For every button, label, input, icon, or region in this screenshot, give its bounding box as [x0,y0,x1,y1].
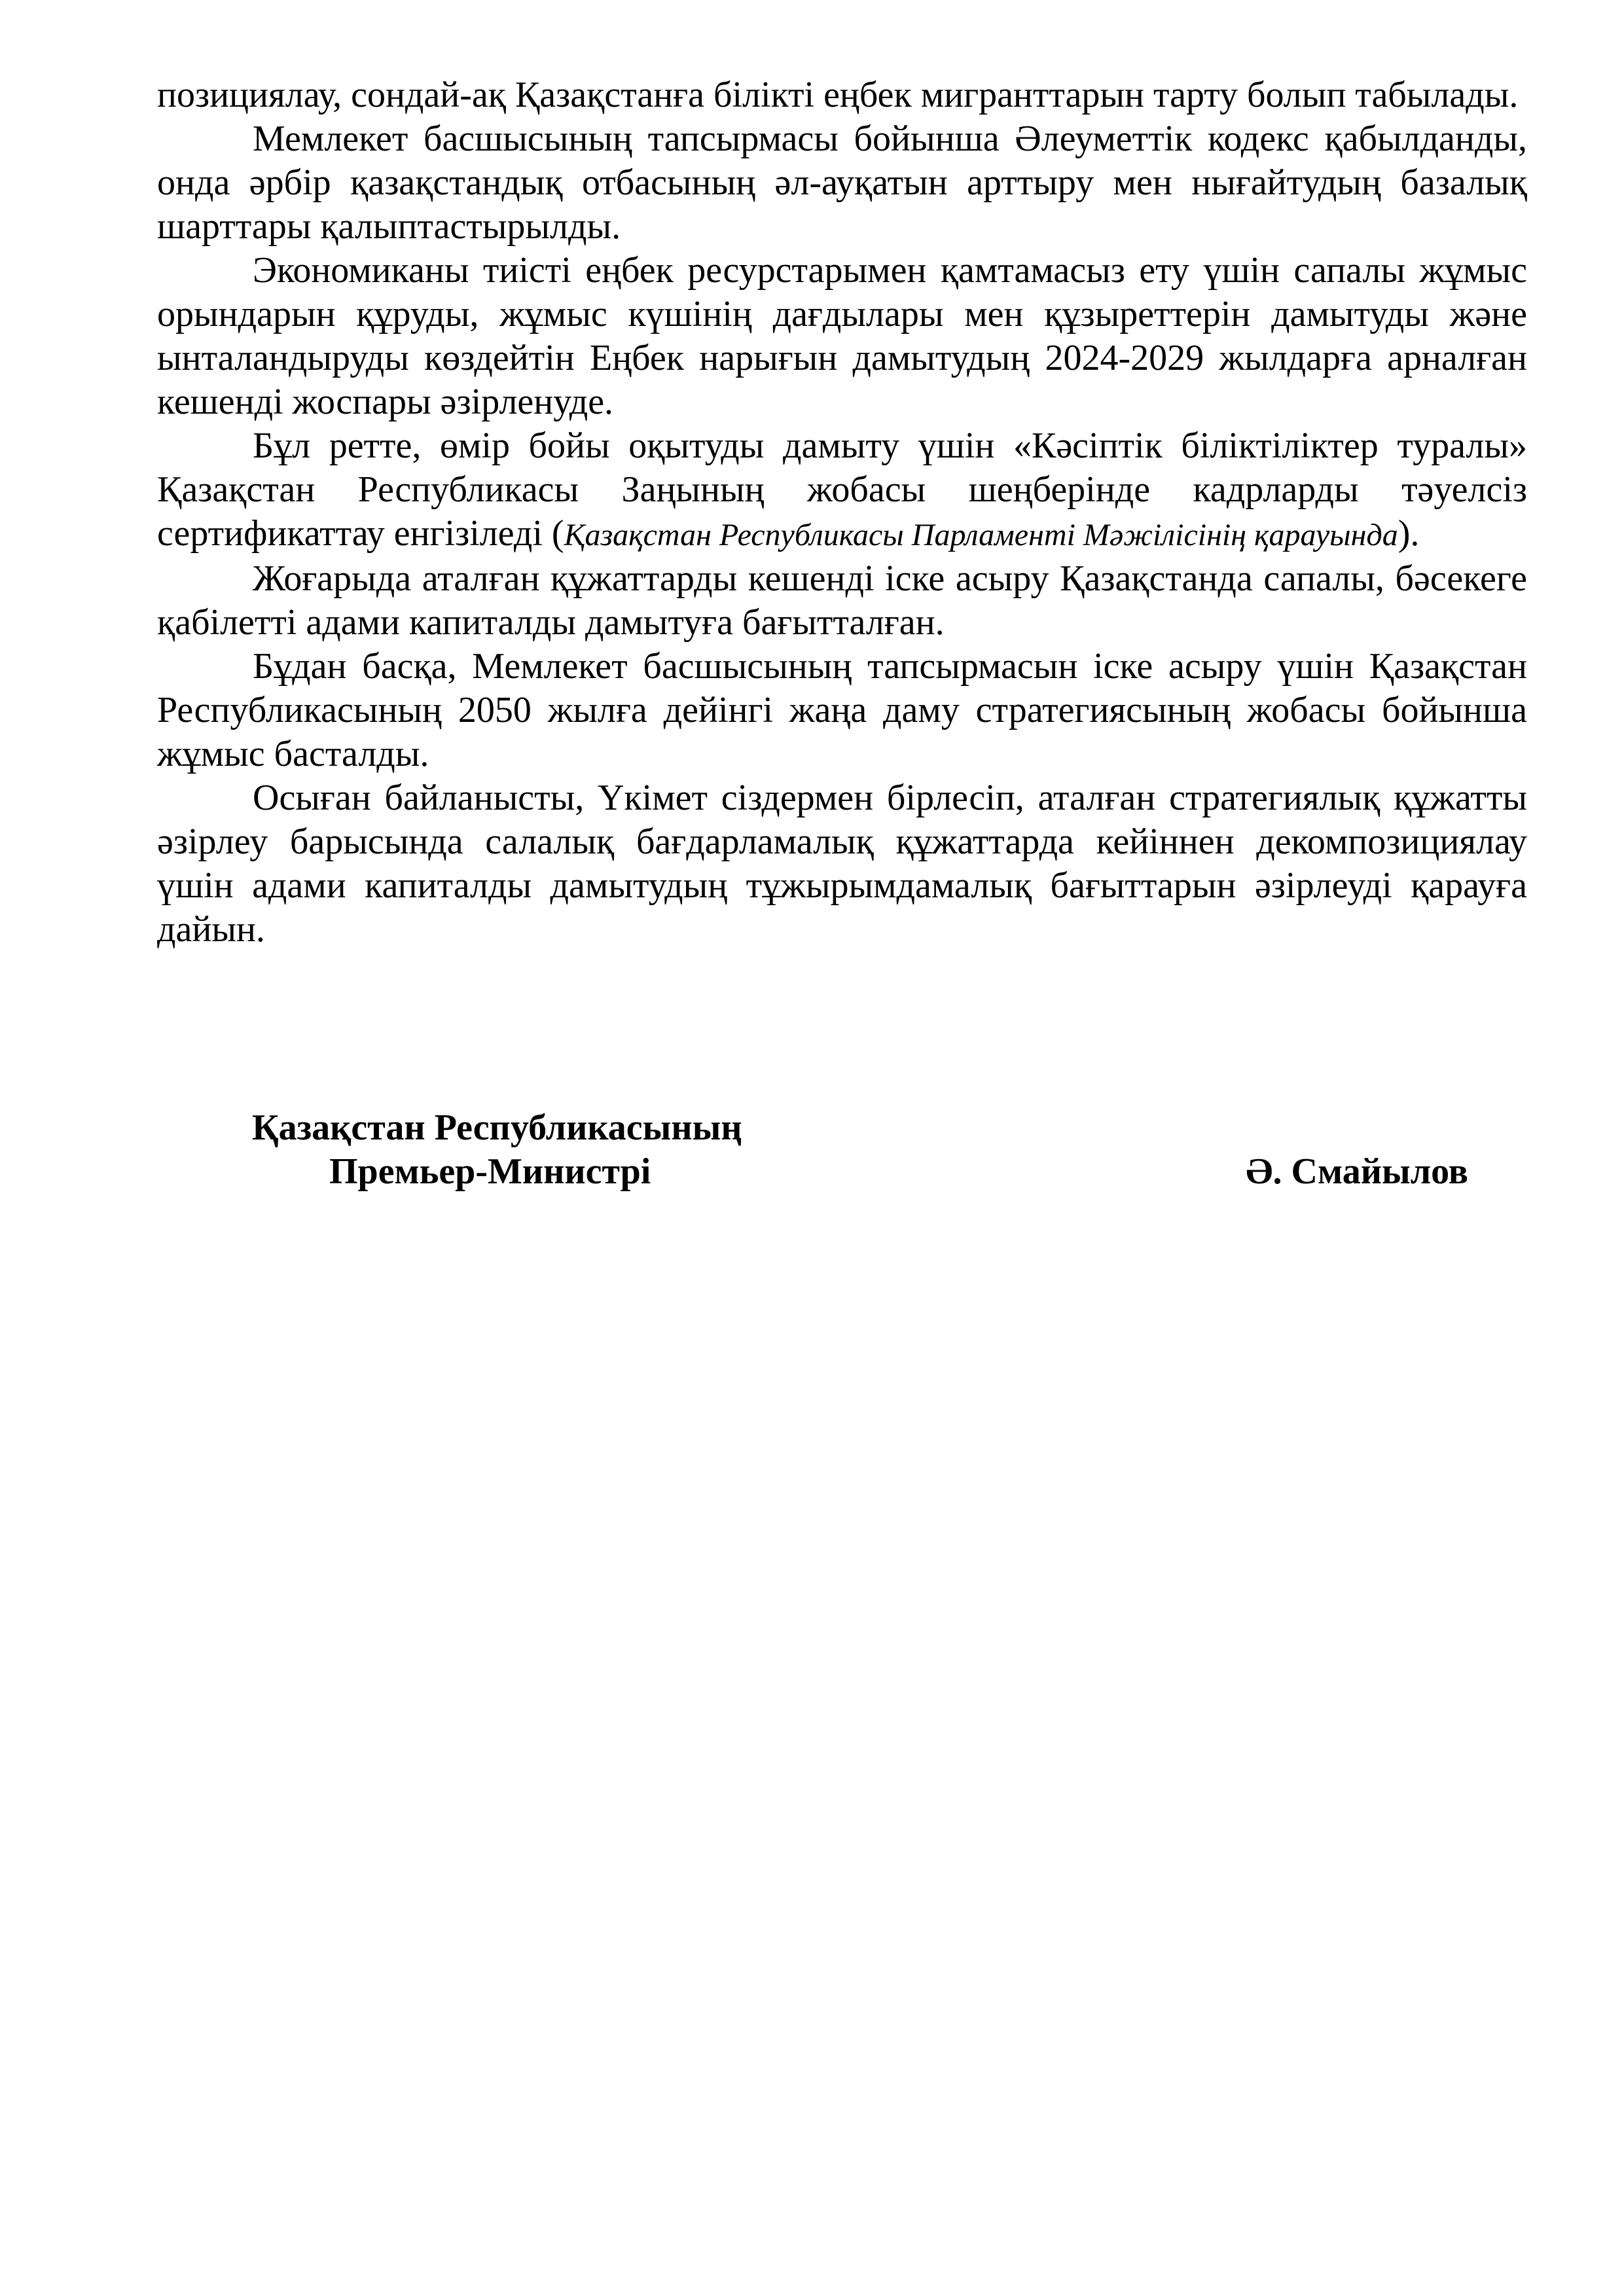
paragraph-6: Бұдан басқа, Мемлекет басшысының тапсырмасын іске асыру үшін Қазақстан Республикасының 2050 жылға дейінгі жаңа даму стратегиясының жобасы бойынша жұмыс басталды. [157,646,1527,774]
signatory-name: Ә. Смайылов [1246,1151,1468,1192]
signatory-title-line2: Премьер-Министрі [329,1151,651,1192]
paragraph-4 [157,424,1527,557]
letter-body [157,73,1527,952]
paragraph-2: Мемлекет басшысының тапсырмасы бойынша Әлеуметтік кодекс қабылданды, онда әрбір қазақстандық отбасының әл-ауқатын арттыру мен нығайтудың базалық шарттары қалыптастырылды. [157,118,1527,247]
paragraph-5: Жоғарыда аталған құжаттарды кешенді іске асыру Қазақстанда сапалы, бәсекеге қабілетті адами капиталды дамытуға бағытталған. [157,558,1527,643]
paragraph-4-text: Бұл ретте, өмір бойы оқытуды дамыту үшін «Кәсіптік біліктіліктер туралы» Қазақстан Республикасы Заңының жобасы шеңберінде кадрларды тәуелсіз сертификаттау енгізіледі ( [157,425,1527,554]
paragraph-4-italic-note: Қазақстан Республикасы Парламенті Мәжілісінің қарауында [564,518,1398,552]
signatory-title-line1: Қазақстан Республикасының [252,1107,742,1148]
paragraph-4-closing: ). [1398,513,1420,554]
paragraph-1: позициялау, сондай-ақ Қазақстанға білікті еңбек мигранттарын тарту болып табылады. [157,75,1519,115]
paragraph-7: Осыған байланысты, Үкімет сіздермен бірлесіп, аталған стратегиялық құжатты әзірлеу барысында салалық бағдарламалық құжаттарда кейіннен декомпозициялау үшін адами капиталды дамытудың тұжырымдамалық бағыттарын әзірлеуді қарауға дайын. [157,778,1527,950]
paragraph-3: Экономиканы тиісті еңбек ресурстарымен қамтамасыз ету үшін сапалы жұмыс орындарын құруды, жұмыс күшінің дағдылары мен құзыреттерін дамытуды және ынталандыруды көздейтін Еңбек нарығын дамытудың 2024-2029 жылдарға арналған кешенді жоспары әзірленуде. [157,250,1527,422]
